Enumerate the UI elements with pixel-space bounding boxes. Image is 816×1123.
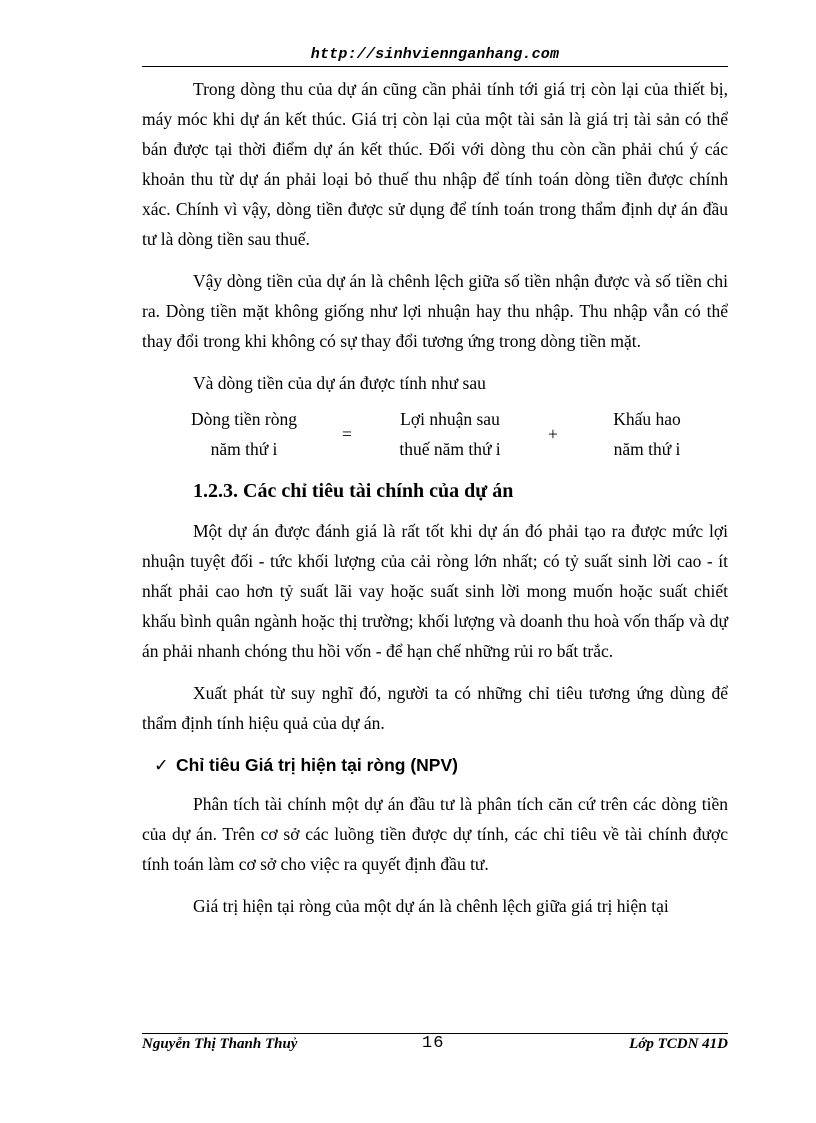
formula-term-text: thuế năm thứ i xyxy=(399,439,501,459)
footer-class-name: Lớp TCDN 41D xyxy=(629,1036,728,1052)
header-url: http://sinhviennganhang.com xyxy=(310,46,560,63)
npv-heading-text: Chỉ tiêu Giá trị hiện tại ròng (NPV) xyxy=(176,755,458,775)
formula-term-text: Dòng tiền ròng xyxy=(191,409,297,429)
formula-term-text: năm thứ i xyxy=(210,439,278,459)
paragraph-good-project-criteria: Một dự án được đánh giá là rất tốt khi dự án đó phải tạo ra được mức lợi nhuận tuyệt đối - tức khối lượng của cải ròng lớn nhất; có tỷ suất sinh lời cao - ít nhất phải cao hơn tỷ suất lãi vay hoặc suất sinh lời mong muốn hoặc suất chiết khấu bình quân ngành hoặc thị trường; khối lượng và doanh thu hoà vốn thấp và dự án phải nhanh chóng thu hồi vốn - để hạn chế những rủi ro bất trắc. xyxy=(142,521,728,661)
formula-equals-sign: = xyxy=(342,424,352,444)
paragraph-financial-analysis: Phân tích tài chính một dự án đầu tư là phân tích căn cứ trên các dòng tiền của dự án. Trên cơ sở các luồng tiền được dự tính, các chỉ tiêu về tài chính được tính toán làm cơ sở cho việc ra quyết định đầu tư. xyxy=(142,794,728,874)
paragraph-indicators-intro: Xuất phát từ suy nghĩ đó, người ta có những chỉ tiêu tương ứng dùng để thẩm định tính hiệu quả của dự án. xyxy=(142,683,728,733)
formula-term-net-cash-flow xyxy=(164,404,324,464)
paragraph-formula-intro: Và dòng tiền của dự án được tính như sau xyxy=(193,373,486,393)
page-number: 16 xyxy=(422,1034,445,1053)
formula-term-depreciation xyxy=(582,404,712,464)
checkmark-icon: ✓ xyxy=(154,756,169,776)
cash-flow-formula xyxy=(142,404,728,476)
formula-plus-sign: + xyxy=(548,424,558,444)
footer-author: Nguyễn Thị Thanh Thuỷ xyxy=(142,1036,298,1052)
header-divider xyxy=(142,66,728,67)
npv-heading xyxy=(142,750,728,781)
paragraph-residual-value: Trong dòng thu của dự án cũng cần phải tính tới giá trị còn lại của thiết bị, máy móc khi dự án kết thúc. Giá trị còn lại của một tài sản là giá trị tài sản có thể bán được tại thời điểm dự án kết thúc. Đối với dòng thu còn cần phải chú ý các khoản thu từ dự án phải loại bỏ thuế thu nhập để tính toán dòng tiền được chính xác. Chính vì vậy, dòng tiền được sử dụng để tính toán trong thẩm định dự án đầu tư là dòng tiền sau thuế. xyxy=(142,79,728,249)
paragraph-cash-flow-definition: Vậy dòng tiền của dự án là chênh lệch giữa số tiền nhận được và số tiền chi ra. Dòng tiền mặt không giống như lợi nhuận hay thu nhập. Thu nhập vẫn có thể thay đổi trong khi không có sự thay đổi tương ứng trong dòng tiền mặt. xyxy=(142,271,728,351)
formula-term-text: năm thứ i xyxy=(613,439,681,459)
page-body xyxy=(142,74,728,933)
formula-term-profit-after-tax xyxy=(370,404,530,464)
section-heading: 1.2.3. Các chỉ tiêu tài chính của dự án xyxy=(193,480,514,502)
formula-term-text: Lợi nhuận sau xyxy=(400,409,500,429)
page-footer xyxy=(142,1036,728,1058)
paragraph-npv-definition: Giá trị hiện tại ròng của một dự án là chênh lệch giữa giá trị hiện tại xyxy=(193,896,669,916)
formula-term-text: Khấu hao xyxy=(613,409,681,429)
